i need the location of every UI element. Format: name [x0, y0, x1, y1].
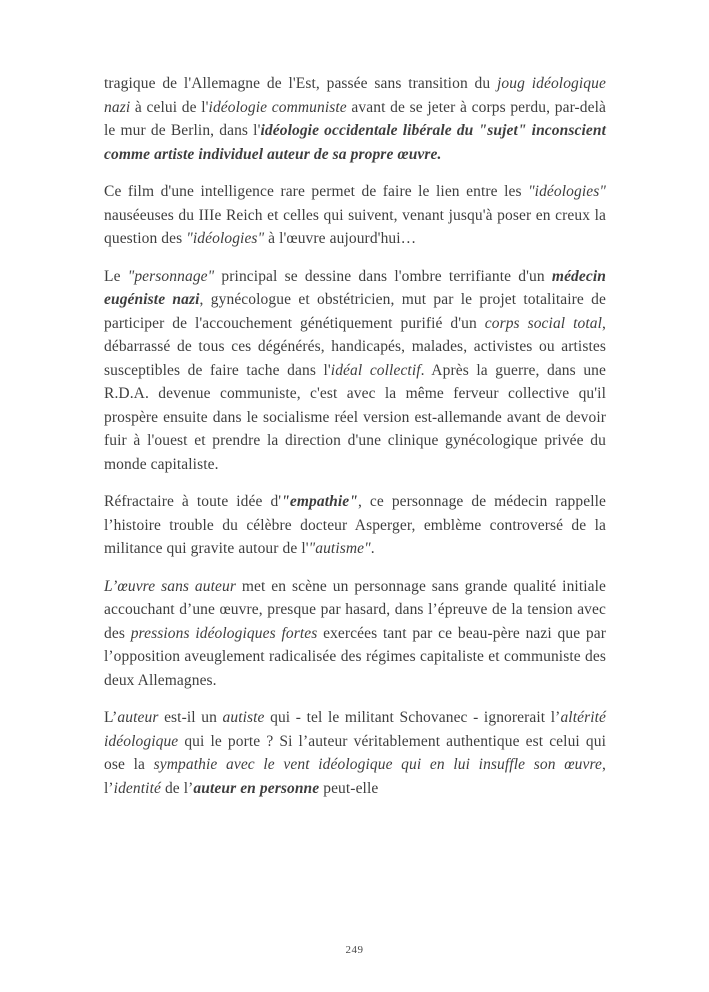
text-run: Ce film d'une intelligence rare permet de faire le lien entre les	[104, 183, 529, 200]
text-run: auteur en personne	[193, 779, 320, 797]
text-run: à l'œuvre aujourd'hui…	[264, 230, 417, 247]
paragraph	[104, 72, 606, 166]
text-run: .	[370, 540, 375, 557]
text-run: , débarrassé de tous ces dégénérés, handicapés, malades, activistes ou artistes susceptibles de faire tache dans l'	[104, 314, 606, 379]
text-run: , ce personnage de médecin rappelle l’histoire trouble du célèbre docteur Asperger, emblème controversé de la militance qui gravite autour de l'	[104, 493, 607, 557]
text-run: nauséeuses du IIIe Reich et celles qui suivent, venant jusqu'à poser en creux la question des	[104, 206, 606, 247]
text-run: joug idéologique nazi	[104, 75, 606, 116]
text-run: "autisme"	[308, 540, 371, 557]
text-run: altérité idéologique	[104, 709, 607, 750]
text-run: corps social total	[484, 314, 603, 332]
text-run: . Après la guerre, dans une R.D.A. devenue communiste, c'est avec la même ferveur collective qu'il prospère ensuite dans le socialisme réel version est-allemande avant de devoir fuir à l'ouest et prendre la direction d'une clinique gynécologique privée du monde capitaliste.	[104, 361, 606, 473]
text-run: idéal collectif	[330, 361, 421, 379]
paragraph	[104, 490, 606, 561]
text-run: idéologie occidentale libérale du "sujet" inconscient comme artiste individuel auteur de sa propre œuvre.	[104, 122, 606, 163]
text-run: médecin eugéniste nazi	[104, 267, 606, 308]
text-run: met en scène un personnage sans grande qualité initiale accouchant d’une œuvre, presque par hasard, dans l’épreuve de la tension avec des	[104, 577, 607, 642]
text-run: "empathie"	[281, 493, 358, 510]
text-run: "personnage"	[127, 267, 215, 285]
text-run: "idéologies"	[186, 230, 265, 247]
paragraph	[104, 180, 606, 251]
text-run: qui - tel le militant Schovanec - ignorerait l’	[264, 709, 561, 726]
text-run: , gynécologue et obstétricien, mut par le projet totalitaire de participer de l'accouchement génétiquement purifié d'un	[104, 291, 606, 332]
text-run: sympathie avec le vent idéologique qui en lui insuffle son œuvre	[153, 756, 602, 773]
text-run: pressions idéologiques fortes	[130, 624, 318, 642]
page-body	[104, 72, 606, 814]
text-run: autiste	[222, 709, 265, 726]
text-run: Réfractaire à toute idée d'	[104, 493, 282, 510]
text-run: est-il un	[158, 709, 223, 726]
text-run: de l’	[160, 779, 194, 797]
text-run: L’	[104, 709, 118, 726]
text-run: , l’	[104, 756, 606, 797]
text-run: Le	[104, 267, 128, 285]
paragraph	[104, 706, 606, 800]
text-run: peut-elle	[319, 779, 379, 797]
text-run: principal se dessine dans l'ombre terrifiante d'un	[214, 267, 552, 285]
text-run: "idéologies"	[528, 183, 606, 200]
text-run: L’œuvre sans auteur	[104, 577, 236, 595]
text-run: qui le porte ? Si l’auteur véritablement authentique est celui qui ose la	[104, 732, 606, 773]
paragraph	[104, 575, 606, 693]
text-run: auteur	[117, 709, 159, 726]
text-run: identité	[113, 779, 161, 797]
text-run: avant de se jeter à corps perdu, par-delà le mur de Berlin, dans l'	[104, 98, 606, 139]
page-footer	[0, 940, 709, 958]
text-run: à celui de l'	[130, 98, 209, 116]
paragraph	[104, 265, 606, 477]
text-run: idéologie communiste	[208, 98, 347, 116]
page-number: 249	[345, 944, 364, 956]
text-run: exercées tant par ce beau-père nazi que par l’opposition aveuglement radicalisée des régimes capitaliste et communiste des deux Allemagnes.	[104, 624, 607, 689]
text-run: tragique de l'Allemagne de l'Est, passée sans transition du	[104, 75, 497, 92]
